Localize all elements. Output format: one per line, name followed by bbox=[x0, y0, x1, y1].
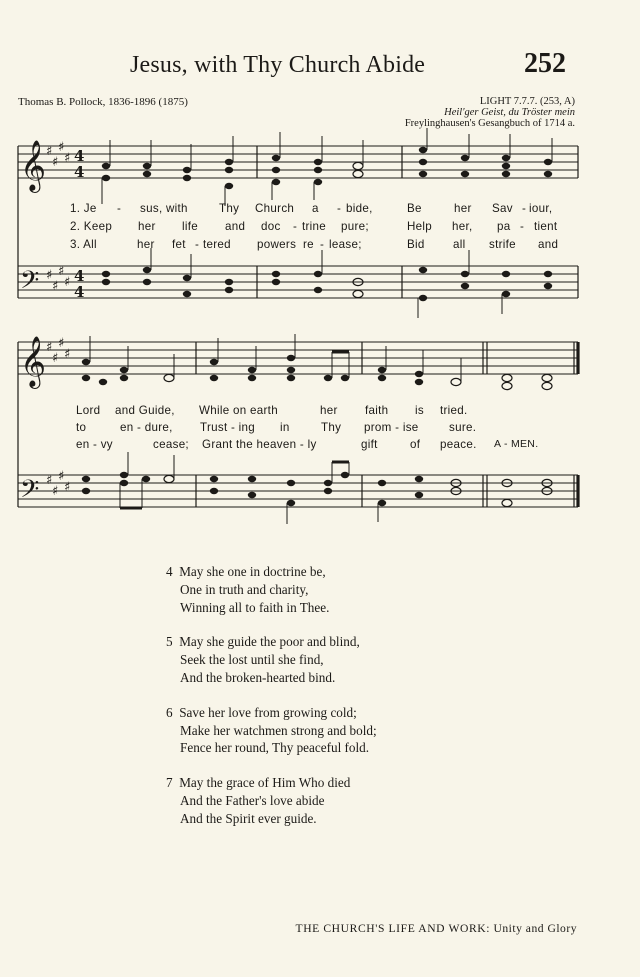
noteheads-treble-1 bbox=[102, 147, 552, 189]
svg-text:♯: ♯ bbox=[46, 144, 53, 159]
svg-text:4: 4 bbox=[74, 283, 85, 301]
svg-text:♯: ♯ bbox=[64, 275, 71, 290]
svg-text:♯: ♯ bbox=[64, 151, 71, 166]
svg-text:4: 4 bbox=[74, 267, 85, 285]
stanza-6: 6 Save her love from growing cold; Make her watchmen strong and bold; Fence her round, Thy peaceful fold. bbox=[166, 704, 377, 756]
author-credit: Thomas B. Pollock, 1836-1896 (1875) bbox=[18, 96, 188, 108]
additional-stanzas bbox=[166, 563, 377, 845]
noteheads-bass-1 bbox=[102, 267, 552, 301]
svg-text:4: 4 bbox=[74, 147, 85, 165]
hymn-number: 252 bbox=[524, 48, 566, 79]
page-footer bbox=[296, 922, 577, 935]
svg-text:♯: ♯ bbox=[58, 336, 65, 351]
treble-clef-icon: 𝄞 bbox=[20, 336, 47, 387]
stanza-5: 5 May she guide the poor and blind, Seek the lost until she find, And the broken-hearted bind. bbox=[166, 634, 360, 685]
bass-clef-icon: 𝄢 bbox=[20, 475, 40, 510]
stanza-4: 4 May she one in doctrine be, One in truth and charity, Winning all to faith in Thee. bbox=[166, 564, 330, 615]
svg-text:♯: ♯ bbox=[46, 473, 53, 488]
stanza-7: 7 May the grace of Him Who died And the Father's love abide And the Spirit ever guide. bbox=[166, 775, 351, 826]
svg-text:♯: ♯ bbox=[58, 469, 65, 484]
svg-text:♯: ♯ bbox=[52, 484, 59, 499]
svg-text:♯: ♯ bbox=[64, 480, 71, 495]
tune-name: LIGHT 7.7.7. (253, A) bbox=[479, 96, 575, 107]
footer-subsection: Unity and Glory bbox=[493, 922, 577, 935]
hymn-title: Jesus, with Thy Church Abide bbox=[130, 52, 426, 78]
key-signature bbox=[46, 140, 70, 499]
noteheads-bass-2 bbox=[82, 472, 423, 506]
svg-text:♯: ♯ bbox=[46, 340, 53, 355]
svg-text:♯: ♯ bbox=[52, 155, 59, 170]
tune-source: Heil'ger Geist, du Tröster mein bbox=[444, 107, 575, 118]
noteheads-treble-2 bbox=[82, 355, 423, 385]
svg-text:4: 4 bbox=[74, 163, 85, 181]
treble-clef-icon: 𝄞 bbox=[20, 140, 47, 191]
halfnotes-treble-2 bbox=[164, 374, 552, 389]
stems-bass-1 bbox=[151, 248, 502, 318]
footer-section: THE CHURCH'S LIFE AND WORK: bbox=[295, 922, 491, 935]
svg-text:♯: ♯ bbox=[64, 347, 71, 362]
stems-treble-1 bbox=[102, 128, 552, 206]
bass-clef-icon: 𝄢 bbox=[20, 266, 40, 301]
tune-book: Freylinghausen's Gesangbuch of 1714 a. bbox=[404, 118, 575, 129]
halfnotes-bass-1 bbox=[353, 278, 363, 297]
svg-text:♯: ♯ bbox=[46, 268, 53, 283]
svg-text:♯: ♯ bbox=[58, 264, 65, 279]
svg-text:♯: ♯ bbox=[52, 279, 59, 294]
svg-text:♯: ♯ bbox=[58, 140, 65, 155]
svg-text:♯: ♯ bbox=[52, 351, 59, 366]
